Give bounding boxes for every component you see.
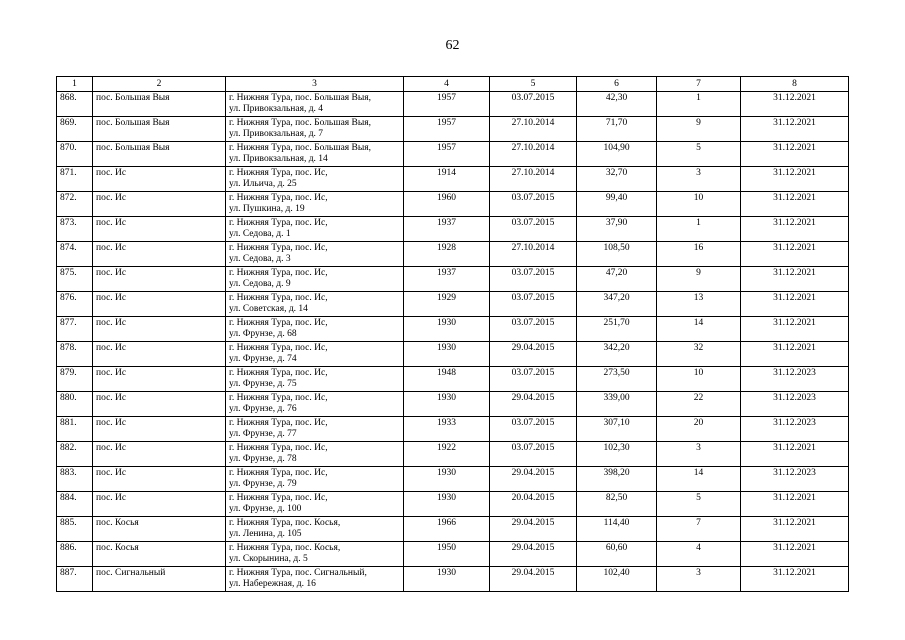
table-row [57,367,849,392]
address-line-2: ул. Фрунзе, д. 68 [229,329,297,339]
deadline-cell: 31.12.2023 [741,467,849,492]
area-cell: 71,70 [577,117,657,142]
address-line-2: ул. Седова, д. 9 [229,279,291,289]
table-row [57,317,849,342]
date-cell: 29.04.2015 [490,392,577,417]
address-line-1: г. Нижняя Тура, пос. Ис, [229,218,328,228]
address-line-2: ул. Набережная, д. 16 [229,579,316,589]
area-cell: 82,50 [577,492,657,517]
address-cell [226,442,404,467]
column-header: 3 [226,77,404,92]
settlement-cell: пос. Ис [93,317,226,342]
year-cell: 1930 [404,467,490,492]
deadline-cell: 31.12.2021 [741,317,849,342]
settlement-cell: пос. Ис [93,492,226,517]
row-number-cell: 874. [57,242,93,267]
column-header: 2 [93,77,226,92]
address-line-2: ул. Ильича, д. 25 [229,179,297,189]
date-cell: 27.10.2014 [490,167,577,192]
row-number-cell: 886. [57,542,93,567]
residents-count-cell: 7 [657,517,741,542]
year-cell: 1966 [404,517,490,542]
year-cell: 1930 [404,392,490,417]
year-cell: 1957 [404,117,490,142]
deadline-cell: 31.12.2021 [741,142,849,167]
area-cell: 108,50 [577,242,657,267]
address-cell [226,367,404,392]
residents-count-cell: 3 [657,567,741,592]
area-cell: 102,40 [577,567,657,592]
deadline-cell: 31.12.2021 [741,342,849,367]
year-cell: 1937 [404,267,490,292]
table-row [57,467,849,492]
address-cell [226,192,404,217]
address-line-1: г. Нижняя Тура, пос. Большая Выя, [229,93,372,103]
row-number-cell: 877. [57,317,93,342]
residents-count-cell: 32 [657,342,741,367]
deadline-cell: 31.12.2023 [741,417,849,442]
settlement-cell: пос. Ис [93,167,226,192]
year-cell: 1930 [404,317,490,342]
address-line-2: ул. Фрунзе, д. 75 [229,379,297,389]
row-number-cell: 875. [57,267,93,292]
address-line-2: ул. Ленина, д. 105 [229,529,302,539]
row-number-cell: 882. [57,442,93,467]
address-cell [226,517,404,542]
address-line-1: г. Нижняя Тура, пос. Ис, [229,293,328,303]
row-number-cell: 876. [57,292,93,317]
date-cell: 03.07.2015 [490,292,577,317]
date-cell: 03.07.2015 [490,192,577,217]
area-cell: 102,30 [577,442,657,467]
area-cell: 32,70 [577,167,657,192]
area-cell: 47,20 [577,267,657,292]
row-number-cell: 870. [57,142,93,167]
address-line-2: ул. Фрунзе, д. 78 [229,454,297,464]
row-number-cell: 868. [57,92,93,117]
address-cell [226,117,404,142]
row-number-cell: 871. [57,167,93,192]
residents-count-cell: 20 [657,417,741,442]
settlement-cell: пос. Ис [93,217,226,242]
deadline-cell: 31.12.2021 [741,92,849,117]
address-cell [226,92,404,117]
deadline-cell: 31.12.2021 [741,542,849,567]
date-cell: 27.10.2014 [490,142,577,167]
table-row [57,192,849,217]
date-cell: 29.04.2015 [490,517,577,542]
address-line-1: г. Нижняя Тура, пос. Ис, [229,268,328,278]
address-cell [226,392,404,417]
address-line-2: ул. Привокзальная, д. 14 [229,154,328,164]
address-cell [226,317,404,342]
residents-count-cell: 10 [657,367,741,392]
address-line-2: ул. Скорынина, д. 5 [229,554,308,564]
address-line-2: ул. Фрунзе, д. 76 [229,404,297,414]
deadline-cell: 31.12.2021 [741,167,849,192]
address-line-1: г. Нижняя Тура, пос. Ис, [229,193,328,203]
deadline-cell: 31.12.2021 [741,567,849,592]
address-cell [226,292,404,317]
date-cell: 29.04.2015 [490,567,577,592]
area-cell: 99,40 [577,192,657,217]
housing-register-table [56,76,849,592]
settlement-cell: пос. Большая Выя [93,92,226,117]
area-cell: 398,20 [577,467,657,492]
address-line-2: ул. Фрунзе, д. 79 [229,479,297,489]
residents-count-cell: 22 [657,392,741,417]
settlement-cell: пос. Ис [93,467,226,492]
address-line-1: г. Нижняя Тура, пос. Ис, [229,493,328,503]
deadline-cell: 31.12.2021 [741,242,849,267]
address-line-2: ул. Пушкина, д. 19 [229,204,305,214]
column-header: 1 [57,77,93,92]
year-cell: 1928 [404,242,490,267]
address-cell [226,467,404,492]
settlement-cell: пос. Ис [93,342,226,367]
area-cell: 60,60 [577,542,657,567]
settlement-cell: пос. Ис [93,367,226,392]
table-row [57,542,849,567]
address-line-1: г. Нижняя Тура, пос. Ис, [229,393,328,403]
table-row [57,267,849,292]
year-cell: 1937 [404,217,490,242]
settlement-cell: пос. Ис [93,417,226,442]
residents-count-cell: 1 [657,92,741,117]
area-cell: 307,10 [577,417,657,442]
address-line-2: ул. Привокзальная, д. 4 [229,104,324,114]
address-line-1: г. Нижняя Тура, пос. Ис, [229,368,328,378]
residents-count-cell: 14 [657,467,741,492]
year-cell: 1957 [404,92,490,117]
row-number-cell: 878. [57,342,93,367]
deadline-cell: 31.12.2021 [741,517,849,542]
area-cell: 37,90 [577,217,657,242]
residents-count-cell: 5 [657,142,741,167]
address-line-2: ул. Привокзальная, д. 7 [229,129,324,139]
settlement-cell: пос. Ис [93,242,226,267]
table-row [57,217,849,242]
table-row [57,242,849,267]
table-row [57,117,849,142]
settlement-cell: пос. Большая Выя [93,142,226,167]
address-cell [226,342,404,367]
row-number-cell: 884. [57,492,93,517]
residents-count-cell: 9 [657,117,741,142]
area-cell: 347,20 [577,292,657,317]
address-cell [226,167,404,192]
deadline-cell: 31.12.2023 [741,392,849,417]
address-line-1: г. Нижняя Тура, пос. Большая Выя, [229,118,372,128]
settlement-cell: пос. Ис [93,192,226,217]
deadline-cell: 31.12.2021 [741,492,849,517]
date-cell: 27.10.2014 [490,117,577,142]
page-number: 62 [445,38,460,53]
table-row [57,567,849,592]
table-row [57,517,849,542]
area-cell: 342,20 [577,342,657,367]
row-number-cell: 869. [57,117,93,142]
table-row [57,442,849,467]
residents-count-cell: 10 [657,192,741,217]
residents-count-cell: 4 [657,542,741,567]
table-row [57,142,849,167]
area-cell: 273,50 [577,367,657,392]
date-cell: 29.04.2015 [490,467,577,492]
deadline-cell: 31.12.2021 [741,192,849,217]
area-cell: 104,90 [577,142,657,167]
residents-count-cell: 16 [657,242,741,267]
address-line-1: г. Нижняя Тура, пос. Ис, [229,168,328,178]
address-line-2: ул. Фрунзе, д. 100 [229,504,302,514]
year-cell: 1957 [404,142,490,167]
residents-count-cell: 13 [657,292,741,317]
date-cell: 03.07.2015 [490,317,577,342]
residents-count-cell: 14 [657,317,741,342]
year-cell: 1960 [404,192,490,217]
residents-count-cell: 5 [657,492,741,517]
date-cell: 27.10.2014 [490,242,577,267]
address-cell [226,567,404,592]
settlement-cell: пос. Ис [93,392,226,417]
address-line-2: ул. Фрунзе, д. 74 [229,354,297,364]
address-cell [226,242,404,267]
settlement-cell: пос. Сигнальный [93,567,226,592]
date-cell: 20.04.2015 [490,492,577,517]
address-line-2: ул. Седова, д. 1 [229,229,291,239]
settlement-cell: пос. Ис [93,267,226,292]
deadline-cell: 31.12.2021 [741,292,849,317]
address-line-1: г. Нижняя Тура, пос. Ис, [229,468,328,478]
address-cell [226,492,404,517]
settlement-cell: пос. Ис [93,292,226,317]
address-cell [226,142,404,167]
table-row [57,392,849,417]
row-number-cell: 881. [57,417,93,442]
address-line-2: ул. Советская, д. 14 [229,304,308,314]
year-cell: 1930 [404,567,490,592]
year-cell: 1922 [404,442,490,467]
area-cell: 114,40 [577,517,657,542]
column-header: 7 [657,77,741,92]
address-line-1: г. Нижняя Тура, пос. Большая Выя, [229,143,372,153]
residents-count-cell: 1 [657,217,741,242]
address-cell [226,217,404,242]
address-line-1: г. Нижняя Тура, пос. Сигнальный, [229,568,367,578]
header-row [57,77,849,92]
address-line-1: г. Нижняя Тура, пос. Ис, [229,443,328,453]
row-number-cell: 872. [57,192,93,217]
residents-count-cell: 9 [657,267,741,292]
date-cell: 29.04.2015 [490,342,577,367]
deadline-cell: 31.12.2021 [741,267,849,292]
address-line-1: г. Нижняя Тура, пос. Косья, [229,543,341,553]
row-number-cell: 873. [57,217,93,242]
year-cell: 1948 [404,367,490,392]
settlement-cell: пос. Косья [93,542,226,567]
column-header: 8 [741,77,849,92]
row-number-cell: 880. [57,392,93,417]
residents-count-cell: 3 [657,167,741,192]
address-cell [226,417,404,442]
year-cell: 1914 [404,167,490,192]
deadline-cell: 31.12.2023 [741,367,849,392]
column-header: 6 [577,77,657,92]
year-cell: 1930 [404,492,490,517]
deadline-cell: 31.12.2021 [741,442,849,467]
year-cell: 1950 [404,542,490,567]
address-line-1: г. Нижняя Тура, пос. Ис, [229,243,328,253]
address-line-2: ул. Фрунзе, д. 77 [229,429,297,439]
address-line-1: г. Нижняя Тура, пос. Ис, [229,318,328,328]
table-row [57,417,849,442]
settlement-cell: пос. Ис [93,442,226,467]
deadline-cell: 31.12.2021 [741,117,849,142]
residents-count-cell: 3 [657,442,741,467]
row-number-cell: 885. [57,517,93,542]
area-cell: 42,30 [577,92,657,117]
date-cell: 03.07.2015 [490,417,577,442]
row-number-cell: 887. [57,567,93,592]
table-row [57,167,849,192]
address-line-1: г. Нижняя Тура, пос. Косья, [229,518,341,528]
address-cell [226,267,404,292]
row-number-cell: 879. [57,367,93,392]
area-cell: 251,70 [577,317,657,342]
address-line-1: г. Нижняя Тура, пос. Ис, [229,343,328,353]
date-cell: 03.07.2015 [490,92,577,117]
settlement-cell: пос. Большая Выя [93,117,226,142]
address-line-1: г. Нижняя Тура, пос. Ис, [229,418,328,428]
table-row [57,492,849,517]
year-cell: 1929 [404,292,490,317]
table-row [57,292,849,317]
area-cell: 339,00 [577,392,657,417]
date-cell: 29.04.2015 [490,542,577,567]
column-header: 5 [490,77,577,92]
year-cell: 1930 [404,342,490,367]
table-row [57,342,849,367]
deadline-cell: 31.12.2021 [741,217,849,242]
settlement-cell: пос. Косья [93,517,226,542]
column-header: 4 [404,77,490,92]
date-cell: 03.07.2015 [490,442,577,467]
date-cell: 03.07.2015 [490,367,577,392]
date-cell: 03.07.2015 [490,267,577,292]
year-cell: 1933 [404,417,490,442]
table-row [57,92,849,117]
row-number-cell: 883. [57,467,93,492]
address-line-2: ул. Седова, д. 3 [229,254,291,264]
date-cell: 03.07.2015 [490,217,577,242]
address-cell [226,542,404,567]
